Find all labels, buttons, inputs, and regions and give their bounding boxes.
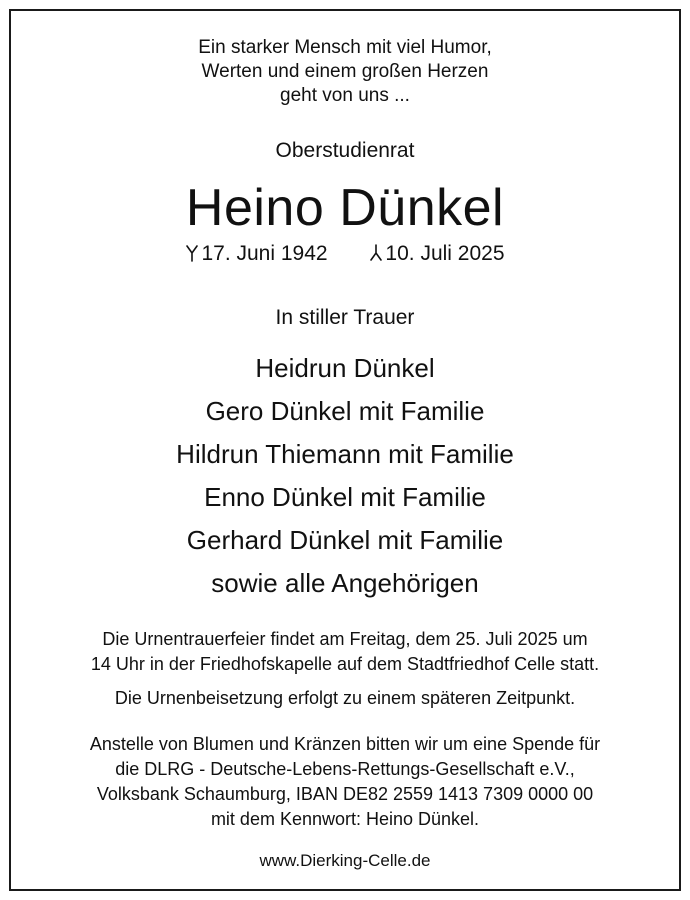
ceremony-line: Die Urnentrauerfeier findet am Freitag, dem 25. Juli 2025 um <box>102 629 588 649</box>
birth-date: 17. Juni 1942 <box>201 242 328 265</box>
family-member: Gerhard Dünkel mit Familie <box>186 525 504 555</box>
family-list <box>11 347 679 605</box>
donation-info <box>11 732 679 832</box>
ceremony-line: 14 Uhr in der Friedhofskapelle auf dem Stadtfriedhof Celle statt. <box>90 654 600 674</box>
intro-line: Werten und einem großen Herzen <box>201 61 489 82</box>
mourning-heading: In stiller Trauer <box>275 306 415 329</box>
death-date-group <box>369 240 504 268</box>
donation-line: Volksbank Schaumburg, IBAN DE82 2559 1413 7309 0000 00 <box>96 784 594 804</box>
birth-rune-icon <box>185 244 199 262</box>
donation-line: mit dem Kennwort: Heino Dünkel. <box>210 809 480 829</box>
donation-line: Anstelle von Blumen und Kränzen bitten wir um eine Spende für <box>89 734 601 754</box>
family-member: Hildrun Thiemann mit Familie <box>176 439 514 469</box>
family-member: sowie alle Angehörigen <box>211 568 479 598</box>
life-dates <box>11 240 679 268</box>
intro-line: Ein starker Mensch mit viel Humor, <box>198 37 492 58</box>
death-date: 10. Juli 2025 <box>385 242 505 265</box>
family-member: Enno Dünkel mit Familie <box>204 482 486 512</box>
death-rune-icon <box>369 244 383 262</box>
family-member: Heidrun Dünkel <box>255 353 435 383</box>
intro-text <box>11 36 679 108</box>
website-link[interactable]: www.Dierking-Celle.de <box>259 851 431 870</box>
deceased-name: Heino Dünkel <box>185 179 505 237</box>
obituary-frame <box>9 9 681 891</box>
intro-line: geht von uns ... <box>280 85 410 106</box>
birth-date-group <box>185 240 327 268</box>
burial-info: Die Urnenbeisetzung erfolgt zu einem späteren Zeitpunkt. <box>114 688 576 708</box>
academic-title: Oberstudienrat <box>275 139 415 162</box>
ceremony-info <box>11 627 679 677</box>
donation-line: die DLRG - Deutsche-Lebens-Rettungs-Gesellschaft e.V., <box>115 759 575 779</box>
family-member: Gero Dünkel mit Familie <box>205 396 485 426</box>
